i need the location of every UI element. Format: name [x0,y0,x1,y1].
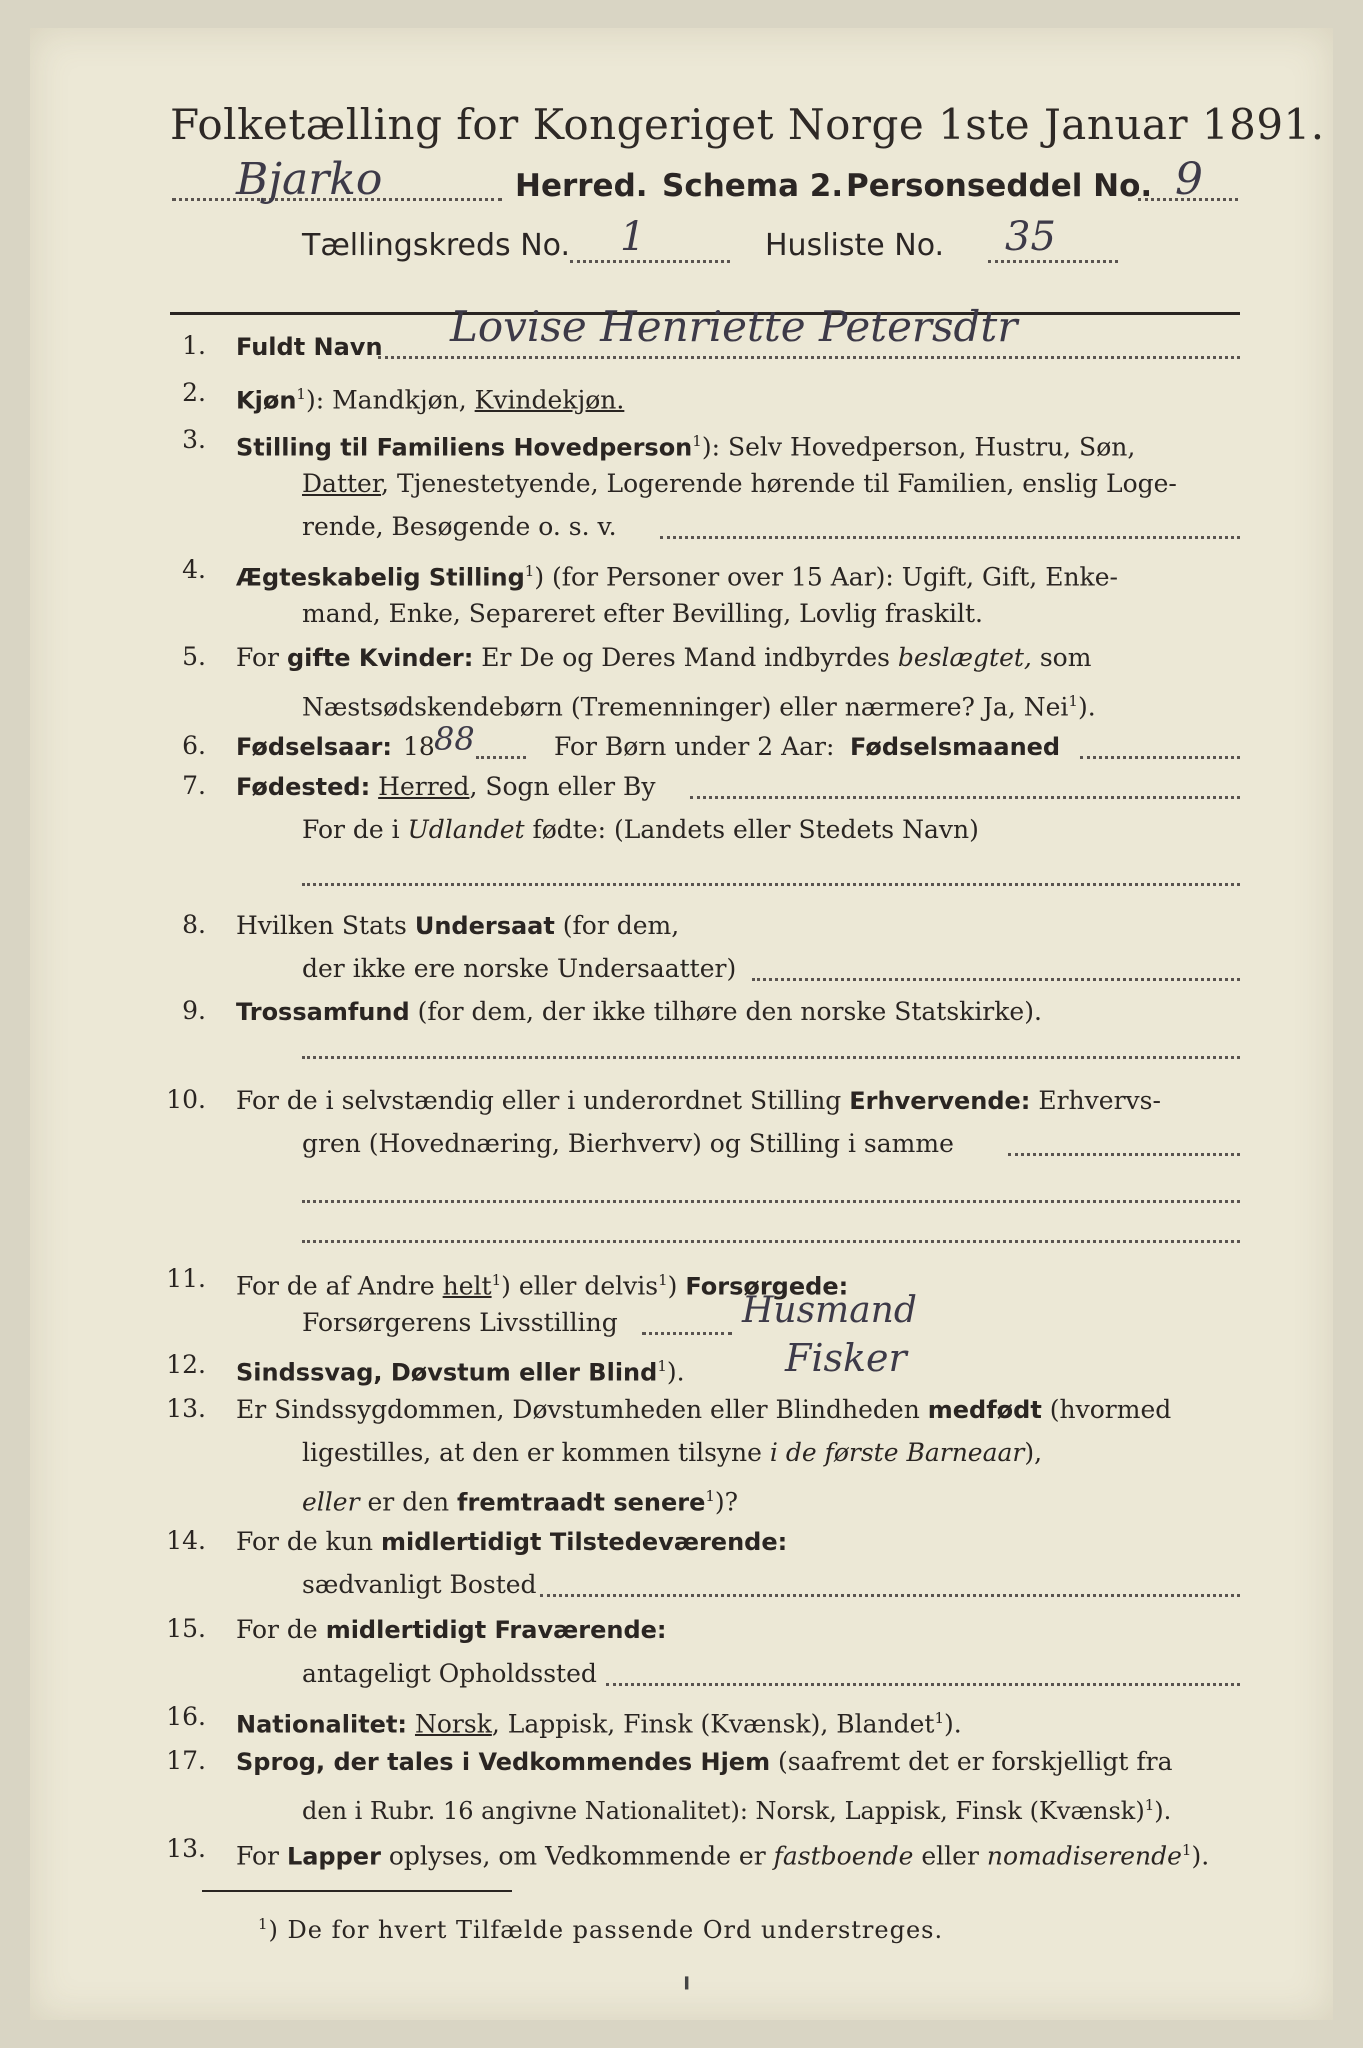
field-10-end: Erhvervs- [1038,1086,1161,1115]
field-7-line1 [236,771,656,803]
field-10-dotted-line-2 [302,1200,1240,1203]
field-3-bold: Stilling til Familiens Hovedperson [236,433,693,462]
field-11-bold: Forsørgede: [685,1272,849,1301]
field-18-end: ). [1191,1841,1210,1871]
husliste-label: Husliste No. [765,228,945,263]
field-3-dotted-line [660,536,1240,539]
field-11-pre: For de af Andre [236,1271,435,1301]
field-6-prefix: 18 [403,732,435,761]
field-18-pre: For [236,1841,279,1871]
field-6-bold2: Fødselsmaaned [850,733,1061,761]
field-14-dotted-line [540,1594,1240,1597]
field-2-text [236,378,624,416]
field-16-bold: Nationalitet: [236,1710,408,1739]
field-10-dotted-line-3 [302,1240,1240,1243]
field-8-bold: Undersaat [414,912,555,940]
field-3-line3: rende, Besøgende o. s. v. [302,512,617,541]
field-16-end: ). [944,1709,962,1739]
field-11-value: Husmand [742,1290,917,1331]
field-13-line3-end: )? [714,1487,739,1517]
field-3-sup: 1 [692,432,702,450]
field-7-dotted-line [690,796,1240,799]
field-14-bold: midlertidigt Tilstedeværende: [380,1528,788,1556]
field-13-end: (hvormed [1049,1395,1172,1424]
field-13-line2-text: ligestilles, at den er kommen tilsyne [302,1438,762,1467]
field-14-line2: sædvanligt Bosted [302,1570,537,1599]
field-11-line2: Forsørgerens Livsstilling [302,1308,618,1337]
field-2-sup: 1 [296,385,306,403]
field-15-line2: antageligt Opholdssted [302,1659,597,1688]
field-16-main: , Lappisk, Finsk (Kvænsk), Blandet [491,1709,935,1739]
kreds-label: Tællingskreds No. [302,228,570,263]
field-9-main: (for dem, der ikke tilhøre den norske Statskirke). [417,997,1042,1026]
field-14-pre: For de kun [236,1527,374,1556]
field-13-line3-italic: eller [302,1487,360,1517]
field-16-underlined: Norsk [414,1709,492,1739]
field-3-line1 [236,425,1135,463]
field-9-line1 [236,996,1042,1028]
field-8-line1 [236,910,679,942]
field-2-number: 2. [182,378,206,407]
field-16-sup: 1 [934,1709,945,1727]
field-10-bold: Erhvervende: [849,1087,1031,1115]
field-12-main: ). [666,1357,685,1387]
field-13-number: 13. [166,1394,206,1423]
field-18-sup: 1 [1181,1841,1192,1859]
field-18-italic1: fastboende [773,1841,914,1871]
field-18-line1 [236,1834,1209,1872]
field-14-number: 14. [166,1526,206,1555]
field-15-line1 [236,1614,667,1646]
field-4-number: 4. [182,555,206,584]
field-3-main: ): Selv Hovedperson, Hustru, Søn, [701,432,1136,462]
field-11-dotted-line [642,1332,732,1335]
field-17-line2 [302,1789,1171,1827]
personseddel-label: Personseddel No. [846,168,1153,204]
census-form-sheet [30,28,1333,2020]
field-2-main: ): Mandkjøn, [305,385,467,415]
field-15-dotted-line [606,1683,1240,1686]
field-5-number: 5. [182,642,206,671]
field-6-dotted-line [476,756,526,759]
field-7-number: 7. [182,771,206,800]
field-6-value: 88 [434,720,475,758]
field-5-main: Er De og Deres Mand indbyrdes [481,643,890,672]
field-3-number: 3. [182,425,206,454]
field-13-line2-italic: i de første Barneaar [769,1438,1025,1467]
field-17-line2-text: den i Rubr. 16 angivne Nationalitet): Norsk, Lappisk, Finsk (Kvænsk) [302,1797,1145,1825]
field-18-bold: Lapper [286,1842,381,1871]
field-17-line1 [236,1746,1173,1778]
field-15-pre: For de [236,1615,318,1644]
field-12-value: Fisker [785,1336,907,1380]
field-17-line2-end: ). [1154,1797,1172,1825]
field-8-dotted-line [752,978,1240,981]
field-17-main: (saafremt det er forskjelligt fra [778,1747,1173,1776]
field-5-line2-sup: 1 [1068,692,1078,710]
kreds-dotted-line [570,260,730,263]
field-13-main: Er Sindssygdommen, Døvstumheden eller Blindheden [236,1395,920,1424]
field-6-dotted-line-2 [1080,756,1240,759]
field-12-line1 [236,1350,685,1388]
field-2-bold: Kjøn [236,386,297,415]
herred-value: Bjarko [236,154,383,205]
field-9-bold: Trossamfund [236,998,410,1026]
field-18-mid: eller [921,1841,979,1871]
field-5-bold: gifte Kvinder: [286,644,474,672]
field-4-sup: 1 [524,562,535,580]
field-15-bold: midlertidigt Fraværende: [325,1616,667,1644]
field-5-line2-text: Næstsødskendebørn (Tremenninger) eller nærmere? Ja, Nei [302,692,1069,722]
field-17-number: 17. [166,1746,206,1775]
field-8-pre: Hvilken Stats [236,911,407,940]
field-18-number: 13. [166,1834,206,1863]
field-13-line2-end: ), [1024,1438,1043,1467]
field-7-line2-pre: For de i [302,815,400,844]
field-1-value: Lovise Henriette Petersdtr [450,302,1018,351]
field-13-line3-text: er den [367,1487,450,1517]
husliste-dotted-line [988,260,1118,263]
field-10-number: 10. [166,1085,206,1114]
field-13-line3-bold: fremtraadt senere [457,1488,706,1517]
footnote-rule [202,1890,512,1892]
field-13-line2 [302,1437,1042,1469]
field-10-line2: gren (Hovednæring, Bierhverv) og Stilling i samme [302,1129,954,1158]
field-14-line1 [236,1526,787,1558]
field-4-line1 [236,555,1118,593]
field-8-line2: der ikke ere norske Undersaatter) [302,954,737,983]
herred-label: Herred. [515,168,648,204]
field-12-number: 12. [166,1350,206,1379]
field-12-bold: Sindssvag, Døvstum eller Blind [236,1358,658,1387]
footnote-sup: 1 [258,1915,269,1933]
field-7-bold: Fødested: [236,773,371,801]
form-title: Folketælling for Kongeriget Norge 1ste Januar 1891. [170,100,1325,149]
field-9-dotted-line [302,1056,1240,1059]
field-5-line2-end: ). [1077,692,1096,722]
field-4-line2: mand, Enke, Separeret efter Bevilling, Lovlig fraskilt. [302,599,983,628]
field-17-bold: Sprog, der tales i Vedkommendes Hjem [236,1748,771,1776]
field-18-italic2: nomadiserende [986,1841,1182,1871]
field-11-underlined: helt [442,1271,492,1301]
field-9-number: 9. [182,996,206,1025]
field-10-line1 [236,1085,1161,1117]
field-13-bold: medfødt [927,1396,1042,1424]
field-17-line2-sup: 1 [1144,1796,1155,1814]
field-7-underlined: Herred [378,772,470,801]
field-18-main: oplyses, om Vedkommende er [388,1841,766,1871]
field-1-dotted-line [378,356,1240,359]
field-16-line1 [236,1702,962,1740]
field-15-number: 15. [166,1614,206,1643]
kreds-value: 1 [620,214,646,260]
field-12-sup: 1 [657,1357,667,1375]
field-6-bold: Fødselsaar: [236,733,392,761]
field-1-number: 1. [182,331,206,360]
field-10-dotted-line [1008,1153,1240,1156]
field-5-line2 [302,685,1096,723]
field-10-main: For de i selvstændig eller i underordnet Stilling [236,1086,842,1115]
field-11-number: 11. [166,1264,206,1293]
field-4-main: ) (for Personer over 15 Aar): Ugift, Gift, Enke- [534,562,1118,592]
field-5-line1 [236,642,1091,674]
field-13-line1 [236,1394,1171,1426]
personseddel-value: 9 [1175,154,1203,205]
field-16-number: 16. [166,1702,206,1731]
field-5-end: som [1039,643,1092,672]
field-11-main: ) eller delvis [501,1271,659,1301]
husliste-value: 35 [1005,214,1056,260]
field-11-sup: 1 [491,1271,502,1289]
field-6-number: 6. [182,731,206,760]
field-7-line2-text: fødte: (Landets eller Stedets Navn) [532,815,979,844]
schema-label: Schema 2. [662,168,844,204]
field-4-bold: Ægteskabelig Stilling [236,563,525,592]
field-11-main2: ) [667,1271,678,1301]
field-7-main: , Sogn eller By [469,772,656,801]
stray-mark: ╹ [680,1978,694,2003]
field-13-line3 [302,1480,738,1518]
field-2-option: Kvindekjøn. [474,385,625,415]
field-3-line2-text: , Tjenestetyende, Logerende hørende til Familien, enslig Loge- [381,469,1177,498]
field-8-main: (for dem, [562,911,680,940]
field-3-underlined: Datter [302,469,382,498]
field-5-italic: beslægtet, [897,643,1032,672]
field-7-dotted-line-2 [302,883,1240,886]
field-8-number: 8. [182,910,206,939]
field-5-pre: For [236,643,279,672]
field-3-line2 [302,468,1177,500]
footnote [258,1908,943,1946]
field-7-line2-italic: Udlandet [407,815,525,844]
field-7-line2 [302,814,979,846]
field-11-sup2: 1 [658,1271,668,1289]
field-6-text: For Børn under 2 Aar: [554,732,835,761]
footnote-text: ) De for hvert Tilfælde passende Ord understreges. [268,1916,944,1944]
field-1-label: Fuldt Navn [236,333,383,361]
field-13-line3-sup: 1 [705,1487,715,1505]
